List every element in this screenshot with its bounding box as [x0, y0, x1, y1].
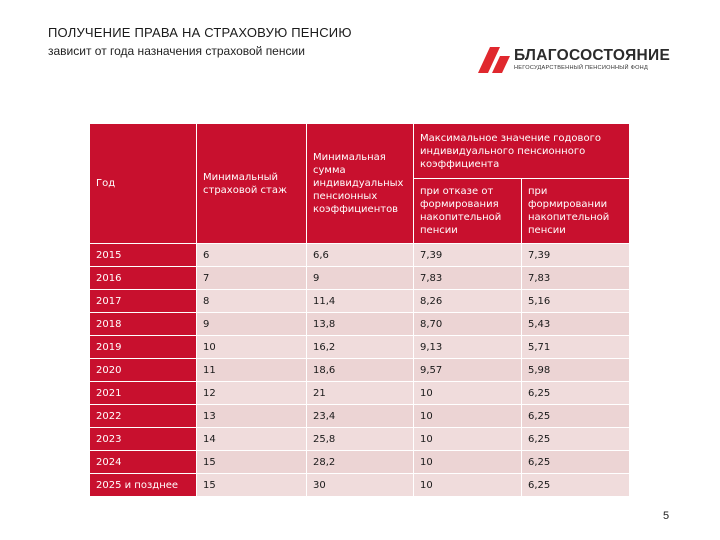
- logo-mark-icon: [478, 47, 512, 73]
- logo-tagline: НЕГОСУДАРСТВЕННЫЙ ПЕНСИОННЫЙ ФОНД: [514, 65, 649, 71]
- table-row: [90, 244, 630, 267]
- cell-min-experience: 8: [197, 290, 307, 313]
- cell-min-ipk-sum: 9: [307, 267, 414, 290]
- cell-max-ipk-refuse: 10: [414, 451, 522, 474]
- cell-max-ipk-refuse: 7,83: [414, 267, 522, 290]
- col-header-max-ipk-form: при формировании накопительной пенсии: [522, 179, 630, 244]
- cell-min-experience: 12: [197, 382, 307, 405]
- cell-min-experience: 10: [197, 336, 307, 359]
- cell-year: 2022: [90, 405, 197, 428]
- cell-year: 2016: [90, 267, 197, 290]
- table-row: [90, 290, 630, 313]
- company-logo: [478, 47, 678, 75]
- table-row: [90, 267, 630, 290]
- cell-min-experience: 7: [197, 267, 307, 290]
- cell-max-ipk-refuse: 9,57: [414, 359, 522, 382]
- col-header-max-ipk-refuse: при отказе от формирования накопительной пенсии: [414, 179, 522, 244]
- pension-table: [90, 124, 630, 497]
- cell-max-ipk-form: 5,71: [522, 336, 630, 359]
- cell-max-ipk-form: 6,25: [522, 451, 630, 474]
- page-subtitle: зависит от года назначения страховой пенсии: [48, 44, 305, 58]
- col-header-min-ipk-sum: Минимальная сумма индивидуальных пенсионных коэффициентов: [307, 124, 414, 244]
- col-header-max-ipk-group: Максимальное значение годового индивидуального пенсионного коэффициента: [414, 124, 630, 179]
- cell-min-experience: 14: [197, 428, 307, 451]
- cell-min-ipk-sum: 23,4: [307, 405, 414, 428]
- cell-max-ipk-refuse: 7,39: [414, 244, 522, 267]
- cell-max-ipk-refuse: 10: [414, 405, 522, 428]
- cell-min-experience: 15: [197, 451, 307, 474]
- cell-min-experience: 9: [197, 313, 307, 336]
- cell-year: 2020: [90, 359, 197, 382]
- cell-year: 2025 и позднее: [90, 474, 197, 497]
- cell-year: 2017: [90, 290, 197, 313]
- cell-min-experience: 6: [197, 244, 307, 267]
- table-row: [90, 405, 630, 428]
- cell-max-ipk-form: 6,25: [522, 474, 630, 497]
- cell-max-ipk-form: 5,16: [522, 290, 630, 313]
- table-header-row: [90, 124, 630, 179]
- cell-max-ipk-form: 7,83: [522, 267, 630, 290]
- logo-name: БЛАГОСОСТОЯНИЕ: [514, 47, 671, 64]
- col-header-min-experience: Минимальный страховой стаж: [197, 124, 307, 244]
- cell-max-ipk-form: 6,25: [522, 428, 630, 451]
- table-row: [90, 428, 630, 451]
- cell-year: 2021: [90, 382, 197, 405]
- table-row: [90, 359, 630, 382]
- cell-min-ipk-sum: 25,8: [307, 428, 414, 451]
- cell-year: 2023: [90, 428, 197, 451]
- table-row: [90, 451, 630, 474]
- cell-max-ipk-refuse: 8,26: [414, 290, 522, 313]
- cell-min-ipk-sum: 28,2: [307, 451, 414, 474]
- cell-min-ipk-sum: 21: [307, 382, 414, 405]
- cell-year: 2019: [90, 336, 197, 359]
- cell-year: 2024: [90, 451, 197, 474]
- cell-max-ipk-refuse: 10: [414, 474, 522, 497]
- cell-max-ipk-form: 7,39: [522, 244, 630, 267]
- cell-min-ipk-sum: 16,2: [307, 336, 414, 359]
- cell-min-ipk-sum: 6,6: [307, 244, 414, 267]
- col-header-year: Год: [90, 124, 197, 244]
- cell-year: 2018: [90, 313, 197, 336]
- cell-year: 2015: [90, 244, 197, 267]
- cell-max-ipk-form: 5,98: [522, 359, 630, 382]
- cell-min-ipk-sum: 18,6: [307, 359, 414, 382]
- cell-min-ipk-sum: 30: [307, 474, 414, 497]
- cell-min-experience: 11: [197, 359, 307, 382]
- cell-max-ipk-refuse: 8,70: [414, 313, 522, 336]
- cell-min-ipk-sum: 13,8: [307, 313, 414, 336]
- cell-max-ipk-refuse: 9,13: [414, 336, 522, 359]
- table-row: [90, 313, 630, 336]
- table-row: [90, 336, 630, 359]
- cell-max-ipk-form: 6,25: [522, 405, 630, 428]
- cell-min-experience: 13: [197, 405, 307, 428]
- page-title: ПОЛУЧЕНИЕ ПРАВА НА СТРАХОВУЮ ПЕНСИЮ: [48, 25, 352, 40]
- page-number: 5: [663, 510, 670, 522]
- table-row: [90, 474, 630, 497]
- cell-max-ipk-refuse: 10: [414, 382, 522, 405]
- table-body: [90, 244, 630, 497]
- cell-max-ipk-form: 5,43: [522, 313, 630, 336]
- cell-min-experience: 15: [197, 474, 307, 497]
- cell-max-ipk-form: 6,25: [522, 382, 630, 405]
- cell-min-ipk-sum: 11,4: [307, 290, 414, 313]
- cell-max-ipk-refuse: 10: [414, 428, 522, 451]
- table-row: [90, 382, 630, 405]
